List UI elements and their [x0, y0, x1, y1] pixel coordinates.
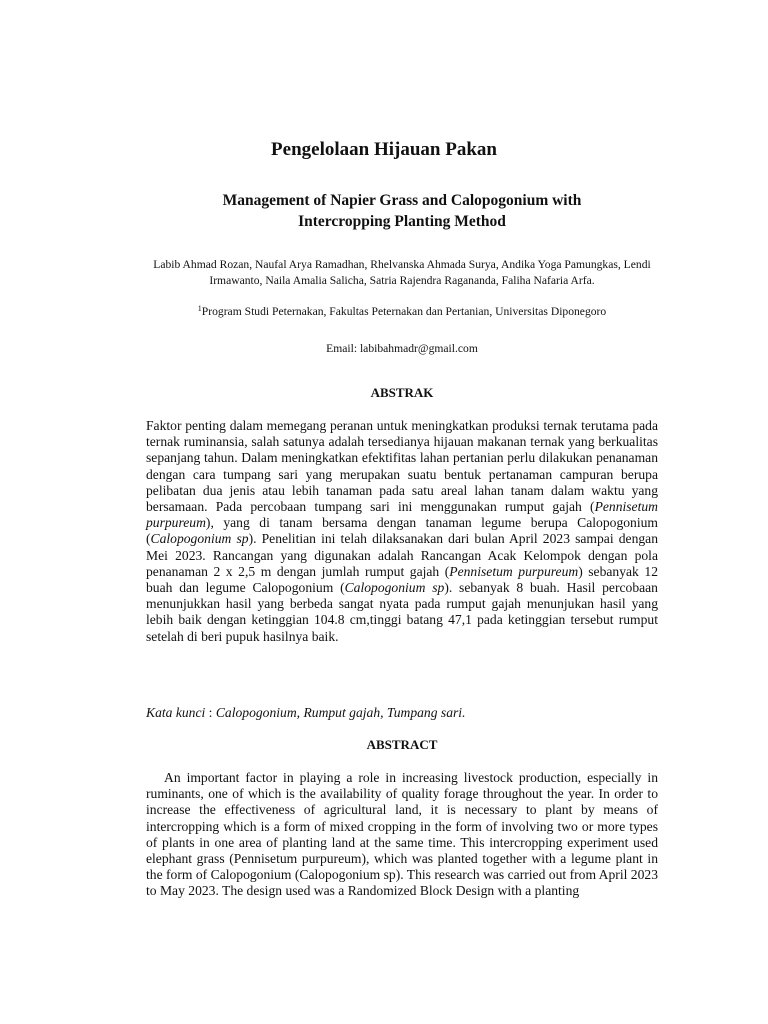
keywords-label: Kata kunci — [146, 705, 206, 720]
abstract-paragraph: An important factor in playing a role in increasing livestock production, especially in ruminants, one of which is the availability of quality forage throughout the year. In order to increase the effectiveness of agricultural land, it is necessary to plant by means of intercropping which is a form of mixed cropping in the form of involving two or more types of plants in one area of planting land at the same time. This intercropping experiment used elephant grass (Pennisetum purpureum), which was planted together with a legume plant in the form of Calopogonium (Calopogonium sp). This research was carried out from April 2023 to May 2023. The design used was a Randomized Block Design with a planting — [146, 770, 658, 899]
contact-email: Email: labibahmadr@gmail.com — [326, 342, 478, 355]
abstrak-paragraph — [146, 418, 658, 645]
affiliation-mark: 1 — [197, 304, 202, 313]
abstrak-text-3: ). Penelitian ini telah dilaksanakan dari bulan April 2023 sampai dengan Mei 2023. Rancangan yang digunakan adalah Rancangan Acak Kelompok dengan pola penanaman 2 x 2,5 m dengan jumlah rumput gajah ( — [146, 531, 658, 579]
abstrak-text-4: ) sebanyak 12 buah dan legume Calopogonium ( — [146, 563, 658, 596]
abstrak-italic-2: Calopogonium sp — [150, 531, 249, 547]
keywords-value: Calopogonium, Rumput gajah, Tumpang sari. — [215, 705, 466, 720]
affiliation-text: Program Studi Peternakan, Fakultas Peternakan dan Pertanian, Universitas Diponegoro — [201, 305, 607, 318]
abstrak-italic-3: Pennisetum purpureum — [449, 563, 579, 579]
keywords-separator: : — [205, 705, 216, 720]
keywords-line — [146, 705, 658, 721]
abstrak-italic-1: Pennisetum purpureum — [146, 499, 658, 531]
paper-title: Pengelolaan Hijauan Pakan — [271, 139, 497, 160]
author-list: Labib Ahmad Rozan, Naufal Arya Ramadhan, Rhelvanska Ahmada Surya, Andika Yoga Pamungkas, Lendi Irmawanto, Naila Amalia Salicha, Satria Rajendra Ragananda, Faliha Nafaria Arfa. — [153, 258, 651, 287]
english-subtitle — [150, 190, 654, 232]
subtitle-line-2: Intercropping Planting Method — [298, 213, 506, 230]
subtitle-line-1: Management of Napier Grass and Calopogonium with — [222, 192, 582, 209]
abstrak-italic-4: Calopogonium sp — [344, 580, 445, 596]
abstrak-text-2: ), yang di tanam bersama dengan tanaman legume berupa Calopogonium ( — [146, 515, 658, 547]
abstrak-text-5: ). sebanyak 8 buah. Hasil percobaan menunjukkan hasil yang berbeda sangat nyata pada rumput gajah menunjukan hasil yang lebih baik dengan ketinggian 104.8 cm,tinggi batang 47,1 pada ketinggian tersebut rumput setelah di beri pupuk hasilnya baik. — [146, 580, 658, 644]
abstrak-heading: ABSTRAK — [370, 385, 434, 400]
abstrak-text-1: Faktor penting dalam memegang peranan untuk meningkatkan produksi ternak terutama pada ternak ruminansia, salah satunya adalah tersedianya hijauan makanan ternak yang berkualitas sepanjang tahun. Dalam meningkatkan efektifitas lahan pertanian perlu dilakukan penanaman dengan cara tumpang sari yang merupakan suatu bentuk pertanaman campuran berupa pelibatan dua jenis atau lebih tanaman pada satu areal lahan tanam dalam waktu yang bersamaan. Pada percobaan tumpang sari ini menggunakan rumput gajah ( — [146, 418, 658, 515]
abstract-heading: ABSTRACT — [366, 737, 438, 752]
affiliation — [145, 301, 659, 320]
